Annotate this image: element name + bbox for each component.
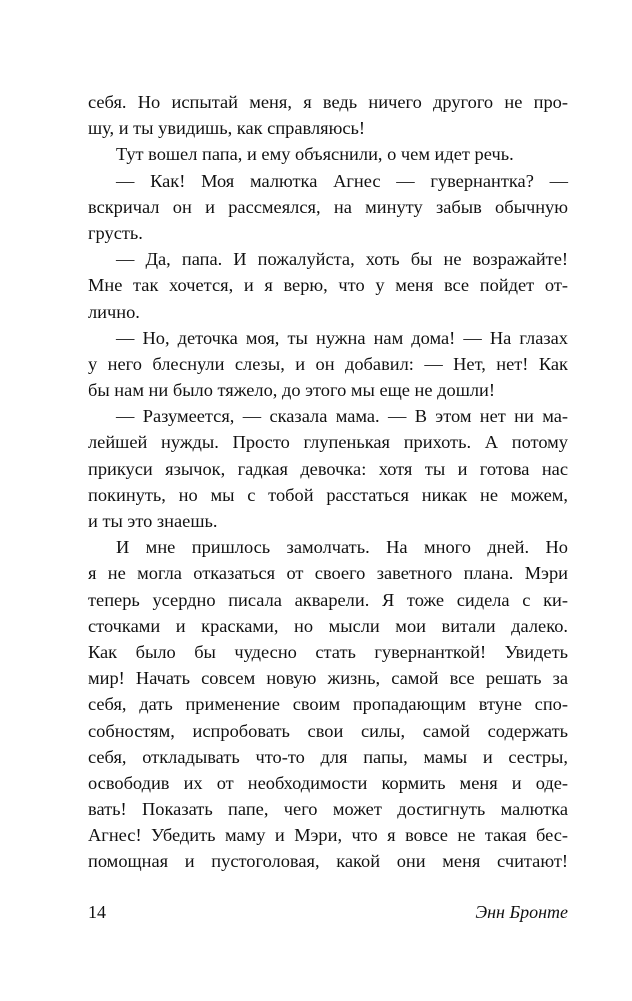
text-line: себя, дать применение своим пропадающим втуне спо-	[88, 694, 568, 715]
text-line: освободив их от необходимости кормить меня и оде-	[88, 772, 568, 793]
text-line: Как было бы чудесно стать гувернанткой! Увидеть	[88, 641, 568, 662]
text-line: И мне пришлось замолчать. На много дней. Но	[116, 537, 568, 558]
text-line: себя. Но испытай меня, я ведь ничего другого не про-	[88, 92, 568, 112]
text-line: лейшей нужды. Просто глупенькая прихоть. А потому	[88, 432, 568, 453]
text-line: Мне так хочется, и я верю, что у меня все пойдет от-	[88, 275, 568, 296]
running-title: Энн Бронте	[475, 902, 568, 922]
text-line: — Как! Моя малютка Агнес — гувернантка? —	[116, 170, 568, 191]
text-line: грусть.	[88, 222, 143, 243]
text-line: вскричал он и рассмеялся, на минуту забыв обычную	[88, 196, 568, 217]
text-line: шу, и ты увидишь, как справляюсь!	[88, 118, 366, 139]
text-line: собностям, испробовать свои силы, самой содержать	[88, 720, 568, 741]
text-line: я не могла отказаться от своего заветного плана. Мэри	[88, 563, 568, 584]
text-line: себя, откладывать что-то для папы, мамы и сестры,	[88, 746, 568, 767]
text-line: и ты это знаешь.	[88, 511, 218, 531]
text-line: — Разумеется, — сказала мама. — В этом нет ни ма-	[116, 406, 568, 427]
text-line: — Да, папа. И пожалуйста, хоть бы не возражайте!	[116, 249, 568, 270]
text-line: у него блеснули слезы, и он добавил: — Нет, нет! Как	[88, 353, 568, 374]
text-line: прикуси язычок, гадкая девочка: хотя ты и готова нас	[88, 458, 568, 479]
page-number: 14	[88, 902, 106, 922]
text-line: Агнес! Убедить маму и Мэри, что я вовсе не такая бес-	[88, 825, 568, 846]
text-line: лично.	[88, 301, 140, 322]
text-line: бы нам ни было тяжело, до этого мы еще не дошли!	[88, 380, 496, 401]
body-text	[88, 89, 568, 875]
text-line: сточками и красками, но мысли мои витали далеко.	[88, 615, 568, 636]
text-line: Тут вошел папа, и ему объяснили, о чем идет речь.	[116, 144, 514, 165]
text-line: — Но, деточка моя, ты нужна нам дома! — На глазах	[116, 327, 568, 348]
text-line: мир! Начать совсем новую жизнь, самой все решать за	[88, 668, 568, 689]
text-line: помощная и пустоголовая, какой они меня считают!	[88, 851, 568, 872]
text-line: теперь усердно писала акварели. Я тоже сидела с ки-	[88, 589, 568, 610]
text-line: покинуть, но мы с тобой расстаться никак не можем,	[88, 484, 568, 505]
text-line: вать! Показать папе, чего может достигнуть малютка	[88, 799, 568, 820]
